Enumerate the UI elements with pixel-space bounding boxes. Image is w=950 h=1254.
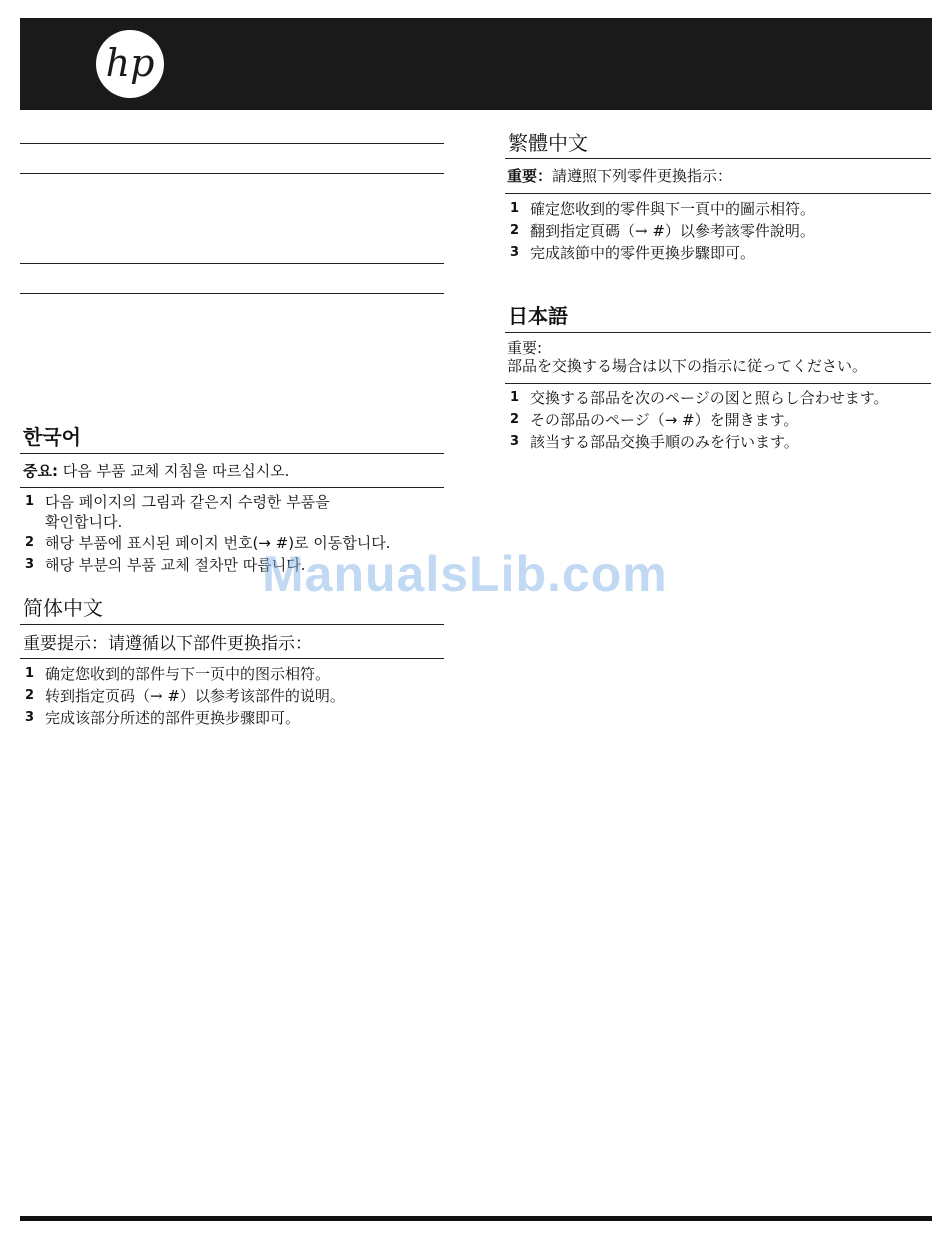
divider	[20, 658, 444, 659]
list-item	[25, 663, 445, 685]
list-item	[510, 387, 930, 409]
divider	[505, 383, 931, 384]
important-label: 重要:	[507, 339, 543, 357]
step-text: その部品のページ（→ #）を開きます。	[530, 411, 799, 429]
step-text: 完成該節中的零件更換步驟即可。	[530, 244, 756, 262]
divider	[505, 158, 931, 159]
list-item	[510, 409, 930, 431]
section-title-traditional-chinese: 繁體中文	[508, 131, 588, 155]
step-text: 翻到指定頁碼（→ #）以參考該零件說明。	[530, 222, 815, 240]
section-title-korean: 한국어	[23, 425, 81, 449]
steps-traditional-chinese	[510, 198, 930, 264]
divider	[505, 193, 931, 194]
watermark: ManualsLib.com	[262, 546, 668, 602]
list-item	[510, 431, 930, 453]
steps-japanese	[510, 387, 930, 453]
step-text: 該当する部品交換手順のみを行います。	[530, 433, 799, 451]
list-item	[25, 685, 445, 707]
divider	[20, 487, 444, 488]
step-text: 다음 페이지의 그림과 같은지 수령한 부품을	[45, 493, 330, 511]
important-note-traditional-chinese	[507, 165, 732, 186]
divider	[20, 143, 444, 144]
step-number: 2	[510, 223, 520, 238]
step-number: 2	[25, 688, 35, 703]
important-note-japanese	[507, 339, 867, 375]
important-note-simplified-chinese: 重要提示：请遵循以下部件更换指示：	[23, 634, 312, 654]
important-text: 다음 부품 교체 지침을 따르십시오.	[57, 462, 290, 480]
step-text: 确定您收到的部件与下一页中的图示相符。	[45, 665, 331, 683]
step-number: 1	[510, 390, 520, 405]
steps-simplified-chinese	[25, 663, 445, 729]
hp-logo	[96, 30, 164, 98]
step-text: 交換する部品を次のページの図と照らし合わせます。	[530, 389, 889, 407]
step-number: 1	[25, 666, 35, 681]
footer-bar	[20, 1216, 932, 1221]
list-item	[25, 492, 445, 532]
step-number: 1	[510, 201, 520, 216]
step-text: 確定您收到的零件與下一頁中的圖示相符。	[530, 200, 816, 218]
step-number: 3	[510, 245, 520, 260]
list-item	[510, 198, 930, 220]
step-text: 해당 부품에 표시된 페이지 번호(→ #)로 이동합니다.	[45, 534, 391, 552]
divider	[20, 624, 444, 625]
important-text: 部品を交換する場合は以下の指示に従ってください。	[507, 357, 868, 375]
step-number: 2	[510, 412, 520, 427]
step-text: 해당 부분의 부품 교체 절차만 따릅니다.	[45, 556, 306, 574]
section-title-simplified-chinese: 简体中文	[23, 596, 103, 620]
list-item	[510, 220, 930, 242]
step-number: 3	[25, 710, 35, 725]
important-label: 중요:	[23, 462, 58, 480]
important-note-korean	[23, 460, 289, 481]
list-item	[510, 242, 930, 264]
step-text: 转到指定页码（→ #）以参考该部件的说明。	[45, 687, 345, 705]
divider	[20, 453, 444, 454]
step-number: 1	[25, 494, 35, 509]
important-label: 重要：	[507, 167, 553, 185]
important-text: 請遵照下列零件更換指示：	[552, 167, 733, 185]
step-number: 3	[25, 557, 35, 572]
step-text-continued: 확인합니다.	[45, 513, 123, 531]
step-number: 2	[25, 535, 35, 550]
step-text: 完成该部分所述的部件更换步骤即可。	[45, 709, 301, 727]
divider	[505, 332, 931, 333]
divider	[20, 263, 444, 264]
hp-logo-text: hp	[105, 41, 155, 85]
divider	[20, 173, 444, 174]
section-title-japanese: 日本語	[508, 304, 568, 328]
divider	[20, 293, 444, 294]
step-number: 3	[510, 434, 520, 449]
list-item	[25, 707, 445, 729]
